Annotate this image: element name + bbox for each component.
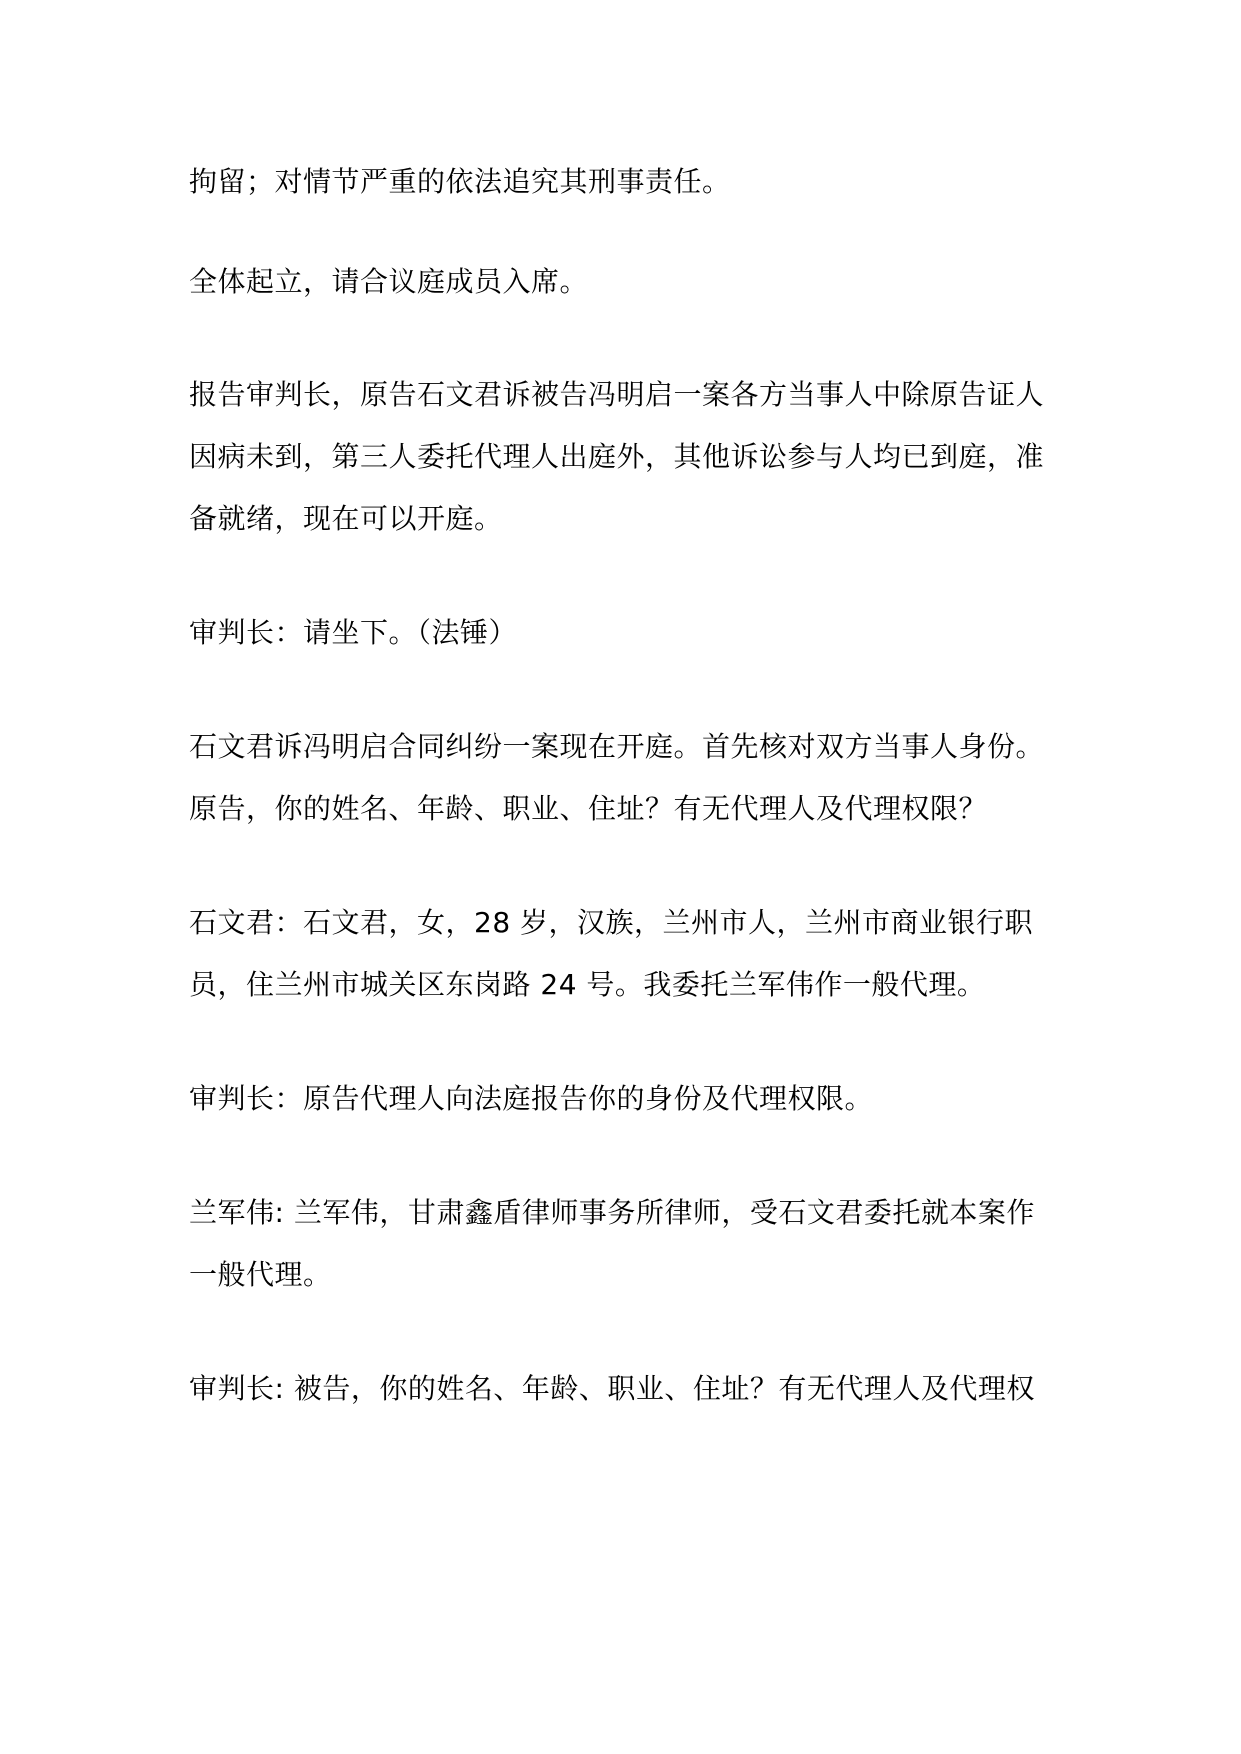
paragraph-4-line-1: 审判长：请坐下。（法锤）	[189, 616, 518, 649]
paragraph-9-line-1: 审判长: 被告，你的姓名、年龄、职业、住址？有无代理人及代理权	[189, 1372, 1035, 1405]
paragraph-8-line-2: 一般代理。	[189, 1258, 332, 1291]
paragraph-3-line-3: 备就绪，现在可以开庭。	[189, 502, 503, 535]
paragraph-7-line-1: 审判长：原告代理人向法庭报告你的身份及代理权限。	[189, 1082, 874, 1115]
paragraph-3-line-2: 因病未到，第三人委托代理人出庭外，其他诉讼参与人均已到庭，准	[189, 440, 1045, 473]
paragraph-6-line-2: 员，住兰州市城关区东岗路 24 号。我委托兰军伟作一般代理。	[189, 968, 986, 1001]
paragraph-5-line-1: 石文君诉冯明启合同纠纷一案现在开庭。首先核对双方当事人身份。	[189, 730, 1045, 763]
paragraph-2-line-1: 全体起立，请合议庭成员入席。	[189, 265, 589, 298]
paragraph-8-line-1: 兰军伟: 兰军伟，甘肃鑫盾律师事务所律师，受石文君委托就本案作	[189, 1196, 1035, 1229]
paragraph-1-line-1: 拘留；对情节严重的依法追究其刑事责任。	[189, 165, 731, 198]
paragraph-6-line-1: 石文君：石文君，女，28 岁，汉族，兰州市人，兰州市商业银行职	[189, 906, 1034, 939]
paragraph-3-line-1: 报告审判长，原告石文君诉被告冯明启一案各方当事人中除原告证人	[189, 378, 1045, 411]
paragraph-5-line-2: 原告，你的姓名、年龄、职业、住址？有无代理人及代理权限？	[189, 792, 988, 825]
